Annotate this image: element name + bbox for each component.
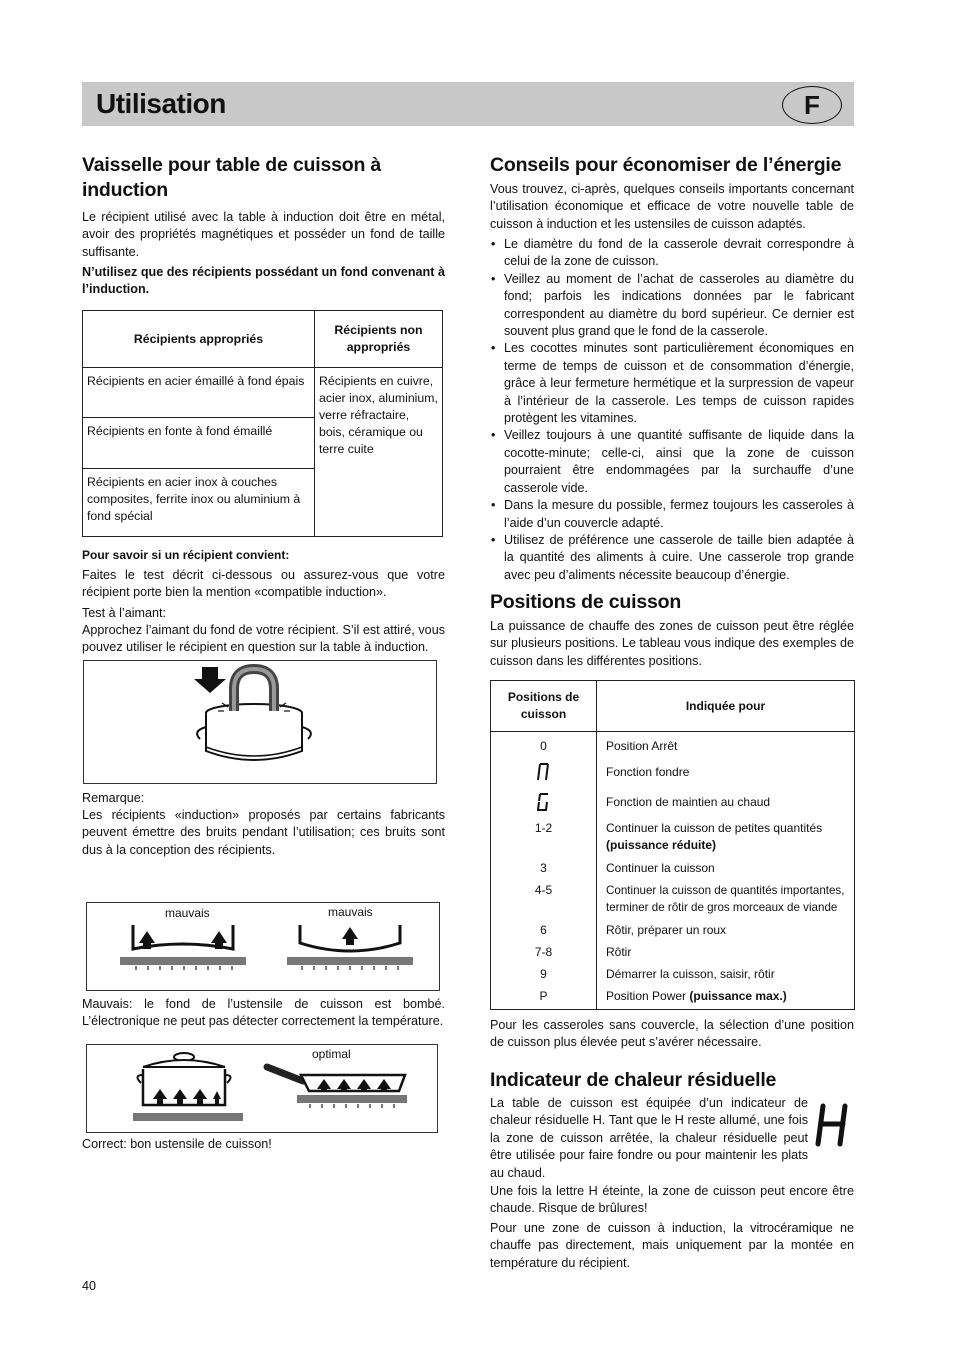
label-mauvais-a: mauvais <box>165 906 210 920</box>
list-item: • Veillez toujours à une quantité suffisante de liquide dans la cocotte-minute; celle-ci, ainsi que la zone de cuisson pourraient être endommagées par la surchauffe d’une casserole vide. <box>490 427 854 497</box>
table-positions-header-position: Positions de cuisson <box>491 681 597 732</box>
list-item: • Veillez au moment de l’achat de casseroles au diamètre du fond; parfois les indications données par le fabricant correspondent au diamètre du bord supérieur. Ce dernier est souvent plus grand que le fond de la casserole. <box>490 271 854 341</box>
test-text: Approchez l’aimant du fond de votre récipient. S’il est attiré, vous pouvez utiliser le récipient en question sur la table à induction. <box>82 623 445 655</box>
paragraph-conseils: Vous trouvez, ci-après, quelques conseils importants concernant l’utilisation économique et efficace de votre nouvelle table de cuisson à induction et les ustensiles de cuisson adaptés. <box>490 182 854 231</box>
section-header-bar <box>82 82 854 126</box>
usage-text-bold: (puissance max.) <box>689 989 787 1003</box>
usage-text: Démarrer la cuisson, saisir, rôtir <box>606 967 775 981</box>
figure-magnet-test <box>83 660 437 784</box>
positions-column <box>491 732 597 1010</box>
remarque-text: Les récipients «induction» proposés par certains fabricants peuvent émettre des bruits pendant l’utilisation; ces bruits sont dus à la conception des récipients. <box>82 808 445 857</box>
paragraph-indicateur-3: Pour une zone de cuisson à induction, la vitrocéramique ne chauffe pas directement, mais uniquement par la montée en température du récipient. <box>490 1221 854 1270</box>
figure-good-pans <box>86 1044 438 1133</box>
usage-text: Continuer la cuisson de petites quantités <box>606 821 823 835</box>
position-value: 0 <box>540 739 547 753</box>
magnet-pot-illustration <box>84 661 436 783</box>
paragraph-recipient: Le récipient utilisé avec la table à induction doit être en métal, avoir des propriétés magnétiques et posséder un fond de taille suffisante. <box>82 210 445 259</box>
usage-text-bold: (puissance réduite) <box>606 838 717 852</box>
page-number: 40 <box>82 1279 97 1293</box>
position-value: P <box>539 989 548 1003</box>
paragraph-indicateur-2: Une fois la lettre H éteinte, la zone de cuisson peut encore être chaude. Risque de brûlures! <box>490 1184 854 1216</box>
down-arrow-icon <box>194 667 226 693</box>
table-recipients-cell-not-appropriate: Récipients en cuivre, acier inox, aluminium, verre réfractaire, bois, céramique ou terre cuite <box>315 368 443 537</box>
heading-positions: Positions de cuisson <box>490 591 682 613</box>
usage-text: Fonction de maintien au chaud <box>606 795 771 809</box>
test-label: Test à l’aimant: <box>82 606 166 620</box>
list-item: • Utilisez de préférence une casserole de taille bien adaptée à la quantité des aliments à cuire. Une casserole trop grande avec peu d’aliments nécessite beaucoup d’énergie. <box>490 532 854 584</box>
usage-text: Continuer la cuisson de quantités importantes, terminer de rôtir de gros morceaux de viande <box>606 884 845 914</box>
label-optimal: optimal <box>312 1047 351 1061</box>
remarque-label: Remarque: <box>82 791 145 805</box>
segment-melt-icon <box>491 757 596 787</box>
paragraph-positions: La puissance de chauffe des zones de cuisson peut être réglée sur plusieurs positions. Le tableau vous indique des exemples de cuisson dans les différentes positions. <box>490 619 854 668</box>
savoir-title: Pour savoir si un récipient convient: <box>82 548 290 562</box>
table-positions-header-usage: Indiquée pour <box>597 681 855 732</box>
bad-pans-illustration <box>87 903 439 990</box>
page-title: Utilisation <box>96 88 226 119</box>
usage-column <box>597 732 855 1010</box>
usage-text: Position Arrêt <box>606 739 678 753</box>
table-recipients <box>82 310 443 537</box>
language-badge: F <box>782 86 842 124</box>
position-value: 6 <box>540 923 547 937</box>
heading-conseils: Conseils pour économiser de l’énergie <box>490 154 842 176</box>
position-value: 4-5 <box>534 883 553 897</box>
table-recipients-header-appropriate: Récipients appropriés <box>83 311 315 368</box>
table-recipients-cell: Récipients en acier émaillé à fond épais <box>83 368 315 418</box>
position-value: 7-8 <box>534 945 553 959</box>
segment-keepwarm-icon <box>491 787 596 817</box>
paragraph-indicateur-1: La table de cuisson est équipée d’un indicateur de chaleur résiduelle H. Tant que le H reste allumé, une fois la zone de cuisson arrêtée, la chaleur résiduelle peut être utilisée pour faire fondre ou pour maintenir les plats au chaud. <box>490 1096 808 1180</box>
usage-text: Continuer la cuisson <box>606 861 715 875</box>
position-value: 3 <box>540 861 547 875</box>
list-item: • Le diamètre du fond de la casserole devrait correspondre à celui de la zone de cuisson. <box>490 236 854 271</box>
mauvais-text: Mauvais: le fond de l’ustensile de cuisson est bombé. L’électronique ne peut pas détecter correctement la température. <box>82 997 445 1029</box>
residual-heat-h-icon <box>814 1102 850 1148</box>
table-recipients-cell: Récipients en acier inox à couches composites, ferrite inox ou aluminium à fond spécial <box>83 469 315 537</box>
figure-bad-pans <box>86 902 440 991</box>
position-value: 1-2 <box>534 821 553 835</box>
good-pans-illustration <box>87 1045 437 1132</box>
paragraph-warning: N’utilisez que des récipients possédant un fond convenant à l’induction. <box>82 265 445 297</box>
usage-text: Position Power <box>606 989 687 1003</box>
label-mauvais-b: mauvais <box>328 905 373 919</box>
conseils-list <box>490 236 854 584</box>
list-item: • Les cocottes minutes sont particulièrement économiques en terme de temps de cuisson et de consommation d’énergie, grâce à leur fermeture hermétique et la surpression de vapeur à l’intérieur de la casserole. Les temps de cuisson rapides protègent les vitamines. <box>490 340 854 427</box>
usage-text: Rôtir <box>606 945 632 959</box>
list-item: • Dans la mesure du possible, fermez toujours les casseroles à l’aide d’un couvercle adapté. <box>490 497 854 532</box>
savoir-text: Faites le test décrit ci-dessous ou assurez-vous que votre récipient porte bien la mention «compatible induction». <box>82 568 445 600</box>
usage-text: Rôtir, préparer un roux <box>606 923 727 937</box>
table-recipients-cell: Récipients en fonte à fond émaillé <box>83 418 315 469</box>
heading-vaisselle: Vaisselle pour table de cuisson à induction <box>82 154 382 201</box>
table-recipients-header-not-appropriate: Récipients non appropriés <box>315 311 443 368</box>
heading-indicateur: Indicateur de chaleur résiduelle <box>490 1069 777 1091</box>
position-value: 9 <box>540 967 547 981</box>
table-positions <box>490 680 855 1010</box>
paragraph-sans-couvercle: Pour les casseroles sans couvercle, la sélection d’une position de cuisson plus élevée peut s’avérer nécessaire. <box>490 1018 854 1050</box>
usage-text: Fonction fondre <box>606 765 690 779</box>
correct-text: Correct: bon ustensile de cuisson! <box>82 1137 272 1151</box>
